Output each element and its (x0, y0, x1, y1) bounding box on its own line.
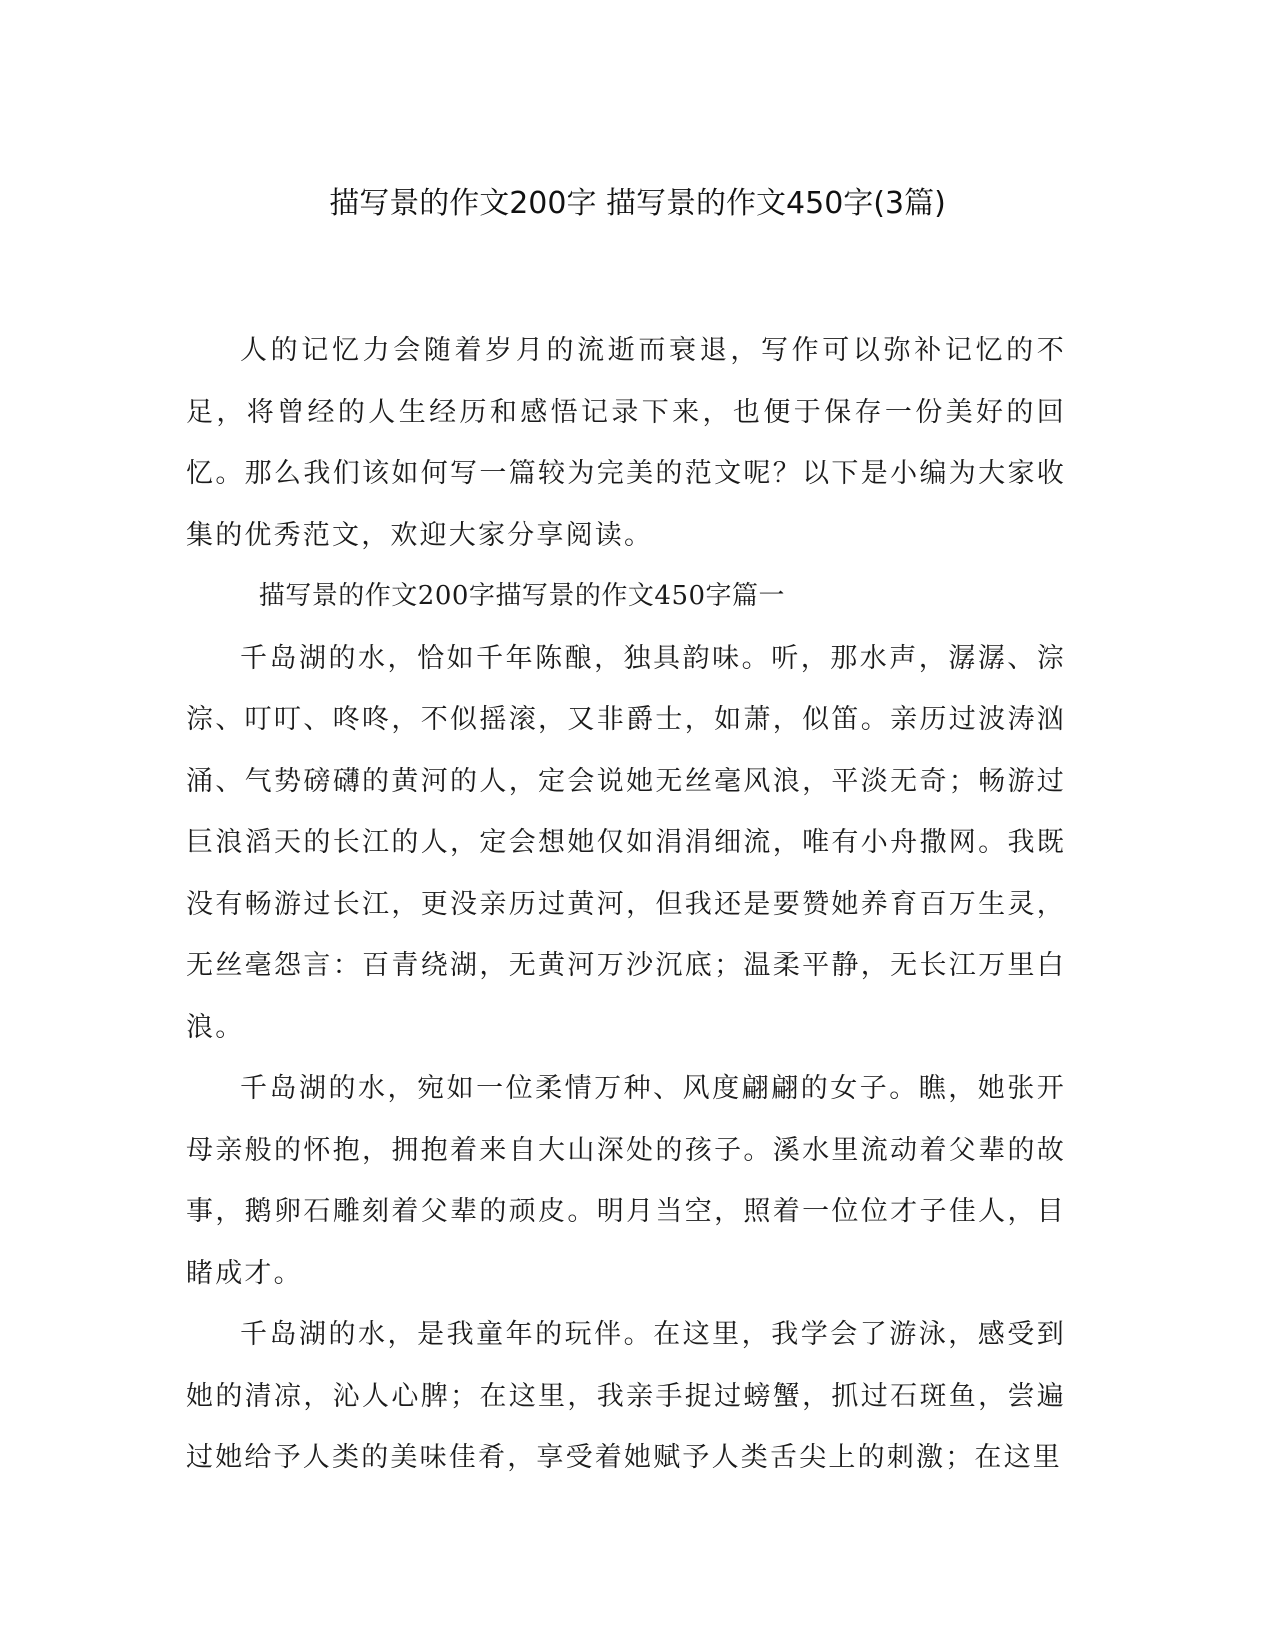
document-title: 描写景的作文200字 描写景的作文450字(3篇) (329, 186, 946, 221)
body-paragraph: 千岛湖的水，宛如一位柔情万种、风度翩翩的女子。瞧，她张开母亲般的怀抱，拥抱着来自大山深处的孩子。溪水里流动着父辈的故事，鹅卵石雕刻着父辈的顽皮。明月当空，照着一位位才子佳人，目睹成才。 (186, 1073, 1066, 1289)
intro-paragraph: 人的记忆力会随着岁月的流逝而衰退，写作可以弥补记忆的不足，将曾经的人生经历和感悟记录下来，也便于保存一份美好的回忆。那么我们该如何写一篇较为完美的范文呢？以下是小编为大家收集的优秀范文，欢迎大家分享阅读。 (186, 335, 1066, 551)
body-paragraph: 千岛湖的水，是我童年的玩伴。在这里，我学会了游泳，感受到她的清凉，沁人心脾；在这里，我亲手捉过螃蟹，抓过石斑鱼，尝遍过她给予人类的美味佳肴，享受着她赋予人类舌尖上的刺激；在这里 (186, 1319, 1066, 1473)
document-body (186, 320, 1066, 1489)
section-heading: 描写景的作文200字描写景的作文450字篇一 (258, 581, 786, 611)
body-paragraph: 千岛湖的水，恰如千年陈酿，独具韵味。听，那水声，潺潺、淙淙、叮叮、咚咚，不似摇滚，又非爵士，如萧，似笛。亲历过波涛汹涌、气势磅礴的黄河的人，定会说她无丝毫风浪，平淡无奇；畅游过巨浪滔天的长江的人，定会想她仅如涓涓细流，唯有小舟撒网。我既没有畅游过长江，更没亲历过黄河，但我还是要赞她养育百万生灵，无丝毫怨言：百青绕湖，无黄河万沙沉底；温柔平静，无长江万里白浪。 (186, 642, 1066, 1043)
